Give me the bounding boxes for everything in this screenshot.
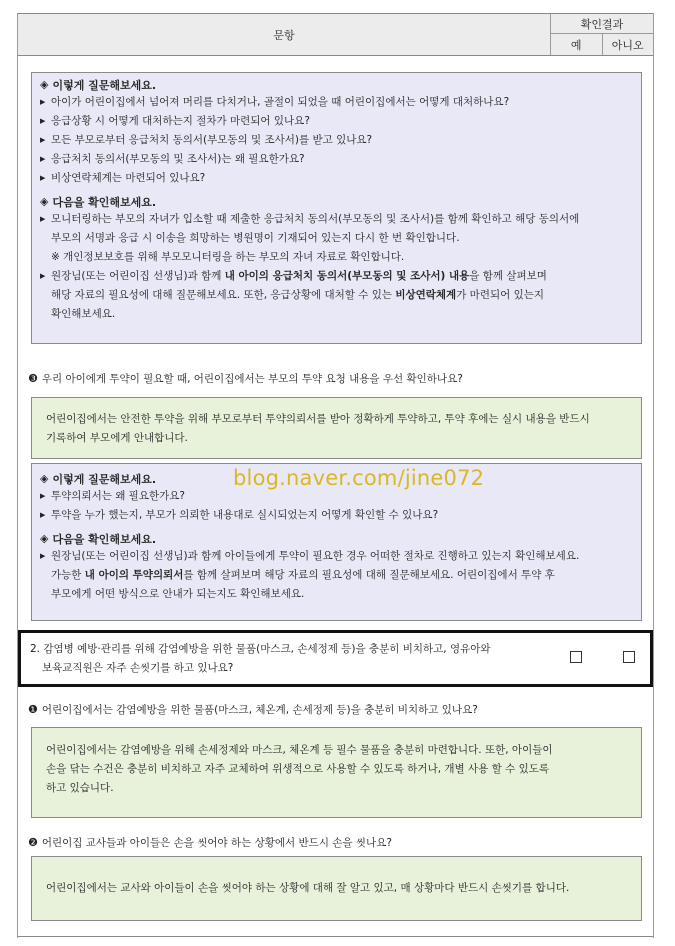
diamond-icon: ◈ xyxy=(40,472,49,485)
triangle-bullet-icon: ▶ xyxy=(40,117,46,125)
result-column-header xyxy=(551,14,653,55)
triangle-bullet-icon: ▶ xyxy=(40,552,46,560)
triangle-bullet-icon: ▶ xyxy=(40,492,46,500)
diamond-icon: ◈ xyxy=(40,532,49,545)
circled-number-2: ❷ xyxy=(28,836,38,849)
list-item: ▶ 모든 부모로부터 응급처치 동의서(부모동의 및 조사서)를 받고 있나요? xyxy=(40,131,633,150)
list-item-continuation: 부모에게 어떤 방식으로 안내가 되는지도 확인해보세요. xyxy=(51,588,305,600)
sub-question-3: ❸ 우리 아이에게 투약이 필요할 때, 어린이집에서는 부모의 투약 요청 내용을 우선 확인하나요? xyxy=(28,372,463,385)
list-item-continuation: 가능한 내 아이의 투약의뢰서를 함께 살펴보며 해당 자료의 필요성에 대해 질문해보세요. 어린이집에서 투약 후 xyxy=(51,569,555,581)
answer-box-q2-2: 어린이집에서는 교사와 아이들이 손을 씻어야 하는 상황에 대해 잘 알고 있고, 매 상황마다 반드시 손씻기를 합니다. xyxy=(31,856,642,921)
list-item-continuation: 해당 자료의 필요성에 대해 질문해보세요. 또한, 응급상황에 대처할 수 있는 비상연락체계가 마련되어 있는지 xyxy=(51,289,545,301)
diamond-icon: ◈ xyxy=(40,195,49,208)
answer-box-q3: 어린이집에서는 안전한 투약을 위해 부모로부터 투약의뢰서를 받아 정확하게 투약하고, 투약 후에는 실시 내용을 반드시 기록하여 부모에게 안내합니다. xyxy=(31,397,642,459)
triangle-bullet-icon: ▶ xyxy=(40,272,46,280)
ask-section-title: ◈ 이렇게 질문해보세요. xyxy=(40,78,157,92)
triangle-bullet-icon: ▶ xyxy=(40,155,46,163)
list-item: ▶ 아이가 어린이집에서 넘어져 머리를 다치거나, 골절이 되었을 때 어린이집에서는 어떻게 대처하나요? xyxy=(40,93,633,112)
circled-number-3: ❸ xyxy=(28,372,38,385)
watermark: blog.naver.com/jine072 xyxy=(233,466,485,490)
sub-question-1: ❶ 어린이집에서는 감염예방을 위한 물품(마스크, 체온계, 손세정제 등)을 충분히 비치하고 있나요? xyxy=(28,703,478,716)
checklist-item-2-text: 2. 감염병 예방·관리를 위해 감염예방을 위한 물품(마스크, 손세정제 등)을 충분히 비치하고, 영유아와 보육교직원은 자주 손씻기를 하고 있나요? xyxy=(30,643,491,674)
list-item: ▶ 투약을 누가 했는지, 부모가 의뢰한 내용대로 실시되었는지 어떻게 확인할 수 있나요? xyxy=(40,506,633,525)
check-section-title: ◈ 다음을 확인해보세요. xyxy=(40,195,157,209)
result-header-label: 확인결과 xyxy=(551,14,653,34)
list-item-continuation: 부모의 서명과 응급 시 이송을 희망하는 병원명이 기재되어 있는지 다시 한 번 확인합니다. xyxy=(51,232,460,244)
list-item: ▶ 응급처치 동의서(부모동의 및 조사서)는 왜 필요한가요? xyxy=(40,150,633,169)
list-item: ▶ 비상연락체계는 마련되어 있나요? xyxy=(40,169,633,188)
checklist-item-2 xyxy=(18,630,653,687)
no-checkbox[interactable] xyxy=(623,651,635,663)
list-item: ▶ 원장님(또는 어린이집 선생님)과 함께 내 아이의 응급처치 동의서(부모동의 및 조사서) 내용을 함께 살펴보며 xyxy=(40,267,633,286)
answer-box-q2-1: 어린이집에서는 감염예방을 위해 손세정제와 마스크, 체온계 등 필수 물품을 충분히 마련합니다. 또한, 아이들이 손을 닦는 수건은 충분히 비치하고 자주 교체하여 위생적으로 사용할 수 있도록 하거나, 개별 사용 할 수 있도록 하고 있습니다. xyxy=(31,727,642,818)
question-tips-box-1 xyxy=(31,72,642,344)
triangle-bullet-icon: ▶ xyxy=(40,215,46,223)
ask-section-title: ◈ 이렇게 질문해보세요. xyxy=(40,472,157,486)
sub-question-2: ❷ 어린이집 교사들과 아이들은 손을 씻어야 하는 상황에서 반드시 손을 씻나요? xyxy=(28,836,392,849)
no-column-header: 아니오 xyxy=(611,38,644,52)
checklist-page xyxy=(17,13,654,938)
question-column-header: 문항 xyxy=(18,14,551,55)
table-header xyxy=(18,13,653,56)
list-item: ▶ 모니터링하는 부모의 자녀가 입소할 때 제출한 응급처치 동의서(부모동의 및 조사서)를 함께 확인하고 해당 동의서에 xyxy=(40,210,633,229)
diamond-icon: ◈ xyxy=(40,78,49,91)
triangle-bullet-icon: ▶ xyxy=(40,511,46,519)
privacy-note: ※ 개인정보보호를 위해 부모모니터링을 하는 부모의 자녀 자료로 확인합니다. xyxy=(51,251,405,263)
list-item: ▶ 투약의뢰서는 왜 필요한가요? xyxy=(40,487,633,506)
check-section-title: ◈ 다음을 확인해보세요. xyxy=(40,532,157,546)
table-bottom-border xyxy=(18,936,653,937)
yes-column-header: 예 xyxy=(551,34,603,55)
circled-number-1: ❶ xyxy=(28,703,38,716)
triangle-bullet-icon: ▶ xyxy=(40,98,46,106)
list-item: ▶ 원장님(또는 어린이집 선생님)과 함께 아이들에게 투약이 필요한 경우 어떠한 절차로 진행하고 있는지 확인해보세요. xyxy=(40,547,633,566)
list-item: ▶ 응급상황 시 어떻게 대처하는지 절차가 마련되어 있나요? xyxy=(40,112,633,131)
triangle-bullet-icon: ▶ xyxy=(40,136,46,144)
yes-checkbox[interactable] xyxy=(570,651,582,663)
triangle-bullet-icon: ▶ xyxy=(40,174,46,182)
list-item-continuation: 확인해보세요. xyxy=(51,308,116,320)
